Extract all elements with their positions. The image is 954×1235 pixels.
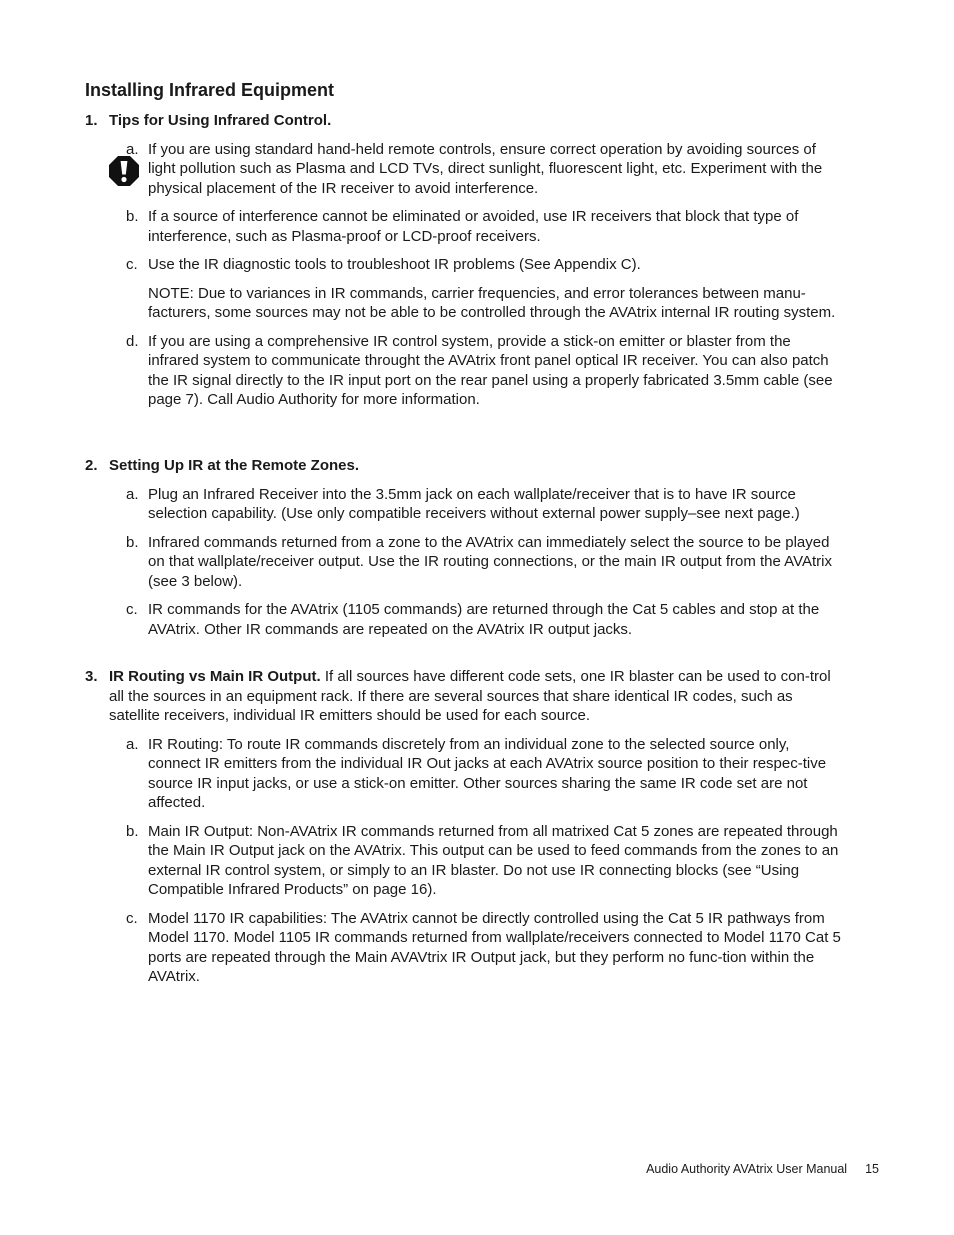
item-text: IR commands for the AVAtrix (1105 commands) are returned through the Cat 5 cables and stop at the AVAtrix. Other IR commands are repeated on the AVAtrix IR output jacks.: [148, 601, 820, 638]
item-text: If you are using a comprehensive IR control system, provide a stick-on emitter or blaster from the infrared system to communicate throught the AVAtrix front panel optical IR receiver. You can also patch the IR signal directly to the IR input port on the rear panel using a properly fabricated 3.5mm cable (see page 7). Call Audio Authority for more information.: [148, 332, 833, 408]
list-item: [85, 909, 845, 987]
item-letter: a.: [126, 140, 139, 158]
section-title-text: IR Routing vs Main IR Output.: [109, 668, 321, 685]
item-text: Infrared commands returned from a zone to the AVAtrix can immediately select the source to be played on that wallplate/receiver output. Use the IR routing connections, or the main IR output from the AVAtrix (see 3 below).: [148, 533, 832, 590]
list-item: [85, 140, 845, 199]
page-heading: Installing Infrared Equipment: [85, 80, 335, 100]
footer-title: Audio Authority AVAtrix User Manual: [646, 1162, 848, 1176]
section-number: 2.: [85, 457, 98, 474]
section-intro-text: If all sources have different code sets, one IR blaster can be used to con-trol all the sources in an equipment rack. If there are several sources that share identical IR codes, such as satellite receivers, individual IR emitters should be used for each source.: [109, 668, 831, 724]
item-text: Model 1170 IR capabilities: The AVAtrix cannot be directly controlled using the Cat 5 IR pathways from Model 1170. Model 1105 IR commands returned from wallplate/receivers connected to Model 1170 Cat 5 ports are repeated through the Main AVAVtrix IR Output jack, but they perform no func-tion within the AVAtrix.: [148, 909, 841, 985]
section-title-text: Tips for Using Infrared Control.: [109, 112, 332, 129]
section-remote-zones: [85, 456, 845, 648]
section-title: [85, 667, 845, 726]
section-number: 1.: [85, 112, 98, 129]
item-letter: b.: [126, 822, 139, 840]
list-item: [85, 735, 845, 813]
item-text: If you are using standard hand-held remote controls, ensure correct operation by avoiding sources of light pollution such as Plasma and LCD TVs, direct sunlight, fluorescent light, etc. Experiment with the physical placement of the IR receiver to avoid interference.: [148, 140, 823, 197]
item-letter: c.: [126, 256, 138, 273]
section-ir-routing: [85, 667, 845, 996]
item-letter: a.: [126, 735, 139, 753]
section-title: [85, 111, 845, 131]
item-letter: c.: [126, 909, 138, 927]
page-footer: [646, 1162, 879, 1176]
item-letter: b.: [126, 533, 139, 551]
page-number: 15: [865, 1162, 879, 1176]
list-item: [85, 207, 845, 246]
item-text: Use the IR diagnostic tools to troubleshoot IR problems (See Appendix C).: [148, 256, 641, 273]
item-letter: c.: [126, 601, 138, 618]
item-text: Main IR Output: Non-AVAtrix IR commands returned from all matrixed Cat 5 zones are repeated through the Main IR Output jack on the AVAtrix. This output can be used to feed commands from the zones to an external IR control system, or simply to an IR blaster. Do not use IR connecting blocks (see “Using Compatible Infrared Products” on page 16).: [148, 822, 839, 898]
section-title: [85, 456, 845, 476]
note-paragraph: NOTE: Due to variances in IR commands, carrier frequencies, and error tolerances between manu-facturers, some sources may not be able to be controlled through the AVAtrix internal IR routing system.: [148, 284, 836, 321]
item-text: If a source of interference cannot be eliminated or avoided, use IR receivers that block that type of interference, such as Plasma-proof or LCD-proof receivers.: [148, 208, 799, 245]
list-item: [85, 822, 845, 900]
list-item: [85, 533, 845, 592]
item-letter: d.: [126, 332, 139, 350]
list-item: [85, 255, 845, 275]
exclamation-badge-icon: [108, 155, 140, 187]
item-letter: b.: [126, 208, 139, 225]
section-number: 3.: [85, 668, 98, 685]
item-text: Plug an Infrared Receiver into the 3.5mm jack on each wallplate/receiver that is to have IR source selection capability. (Use only compatible receivers without external power supply–see next page.): [148, 485, 800, 522]
item-letter: a.: [126, 485, 139, 503]
list-item: [85, 485, 845, 524]
section-title-text: Setting Up IR at the Remote Zones.: [109, 457, 360, 474]
item-text: IR Routing: To route IR commands discretely from an individual zone to the selected source only, connect IR emitters from the individual IR Out jacks at each AVAtrix source position to their respec-tive source IR input jacks, or use a stick-on emitter. Other sources sharing the same IR code set are not affected.: [148, 735, 827, 811]
section-tips: [85, 111, 845, 419]
list-item: [85, 600, 845, 639]
list-item: [85, 332, 845, 410]
